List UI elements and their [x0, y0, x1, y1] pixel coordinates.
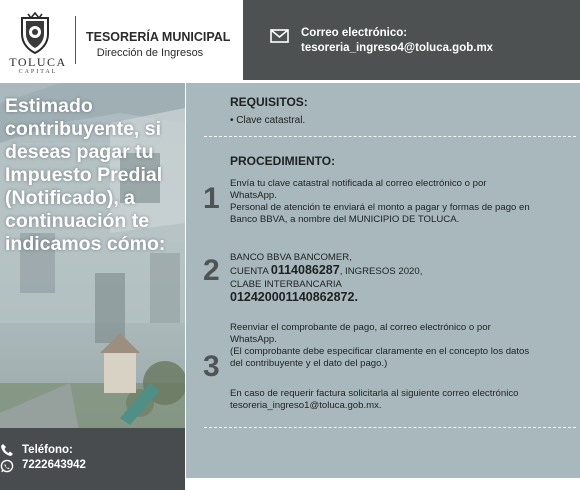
step-2-number: 2	[203, 254, 220, 287]
org-subtitle: Dirección de Ingresos	[96, 47, 204, 59]
clabe-label: CLABE INTERBANCARIA	[230, 279, 342, 290]
logo-name: TOLUCA	[9, 55, 67, 69]
clabe-number: 012420001140862872	[230, 290, 355, 304]
account-number: 0114086287	[270, 263, 340, 277]
org-title: TESORERÍA MUNICIPAL	[86, 30, 231, 44]
step-1-line: Banco BBVA, a nombre del MUNICIPIO DE TOLUCA.	[230, 214, 460, 225]
step-1-line: WhatsApp.	[230, 190, 277, 201]
dashed-divider	[204, 427, 576, 428]
instructions-panel	[186, 83, 580, 478]
header-divider	[75, 16, 76, 64]
account-suffix: , INGRESOS 2020,	[339, 266, 423, 277]
phone-label: Teléfono:	[22, 444, 73, 456]
phone-contact-bar	[0, 428, 185, 490]
requisito-item: • Clave catastral.	[230, 115, 306, 126]
requisitos-heading: REQUISITOS:	[230, 95, 308, 109]
email-link[interactable]: tesoreria_ingreso4@toluca.gob.mx	[301, 42, 494, 54]
step-3-text	[230, 322, 576, 370]
invoice-email[interactable]: tesoreria_ingreso1@toluca.gob.mx.	[230, 400, 382, 411]
clabe-suffix: .	[354, 290, 358, 304]
step-3-number: 3	[203, 350, 220, 383]
step-3-line: del contribuyente y el dato del pago.)	[230, 358, 388, 369]
logo-subtitle: CAPITAL	[18, 69, 58, 75]
step-1-text	[230, 178, 576, 226]
toluca-crest-icon	[18, 12, 52, 54]
step-1-number: 1	[203, 182, 220, 215]
phone-icon	[0, 443, 14, 457]
email-label: Correo electrónico:	[301, 27, 408, 39]
step-3-line: Reenviar el comprobante de pago, al correo electrónico o por	[230, 322, 491, 333]
account-line	[230, 264, 576, 278]
clabe-line	[230, 291, 576, 305]
procedimiento-heading: PROCEDIMIENTO:	[230, 154, 336, 168]
invoice-note	[230, 388, 576, 412]
step-2-bank-details	[230, 251, 576, 305]
bank-name: BANCO BBVA BANCOMER,	[230, 252, 352, 263]
account-label: CUENTA	[230, 266, 271, 277]
step-3-line: WhatsApp.	[230, 334, 277, 345]
invoice-line: En caso de requerir factura solicitarla al siguiente correo electrónico	[230, 388, 519, 399]
dashed-divider	[204, 136, 576, 137]
phone-number[interactable]: 7222643942	[22, 459, 86, 471]
step-1-line: Envía tu clave catastral notificada al correo electrónico o por	[230, 178, 487, 189]
whatsapp-icon	[0, 459, 14, 473]
headline-text: Estimado contribuyente, si deseas pagar tu Impuesto Predial (Notificado), a continuación te indicamos cómo:	[5, 95, 166, 255]
mail-icon	[270, 29, 289, 43]
toluca-logo	[0, 0, 76, 80]
email-contact-bar	[243, 0, 580, 80]
step-1-line: Personal de atención te enviará el monto a pagar y formas de pago en	[230, 202, 530, 213]
step-3-line: (El comprobante debe especificar claramente en el concepto los datos	[230, 346, 530, 357]
